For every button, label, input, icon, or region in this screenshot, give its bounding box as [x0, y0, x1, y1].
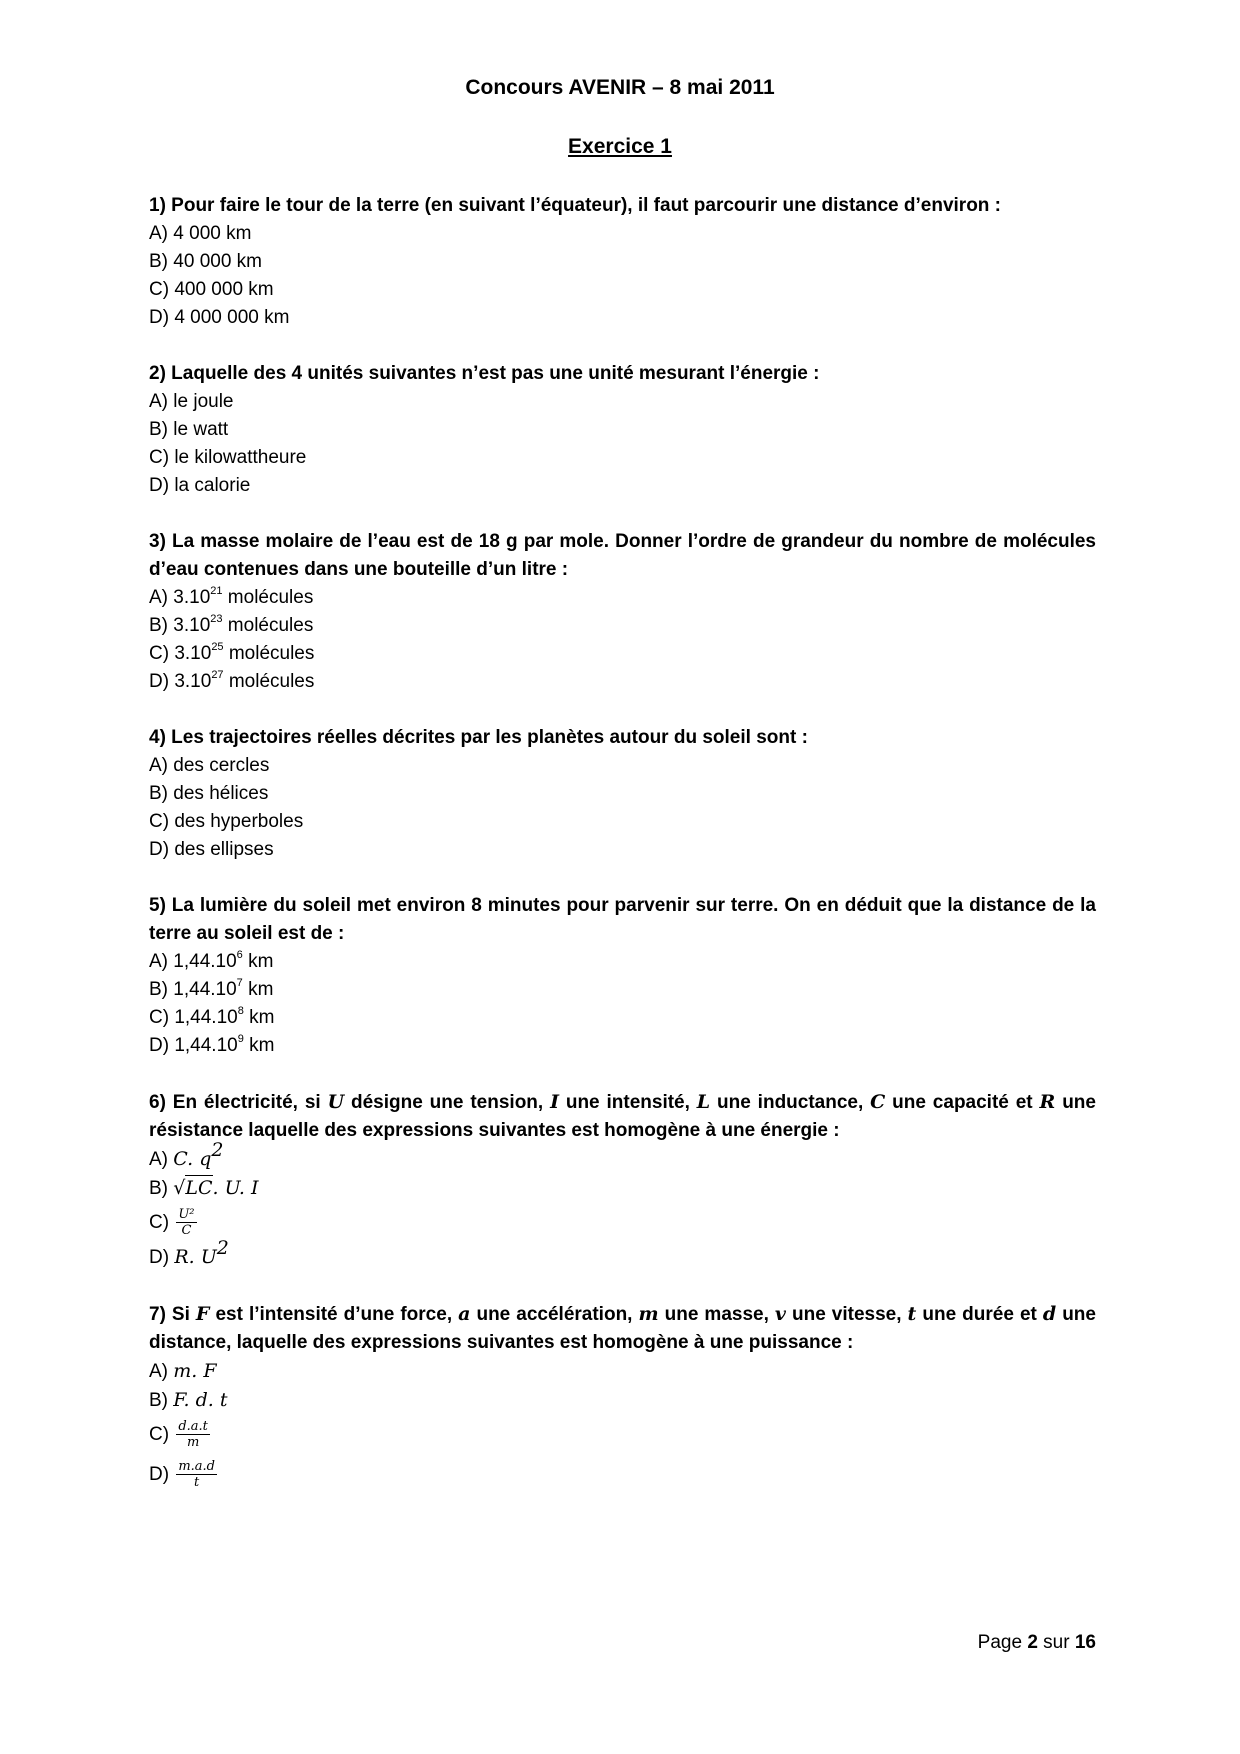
question-3 — [149, 528, 1096, 696]
fraction: $\frac{d.a.t}{m}$ — [178, 1419, 208, 1451]
question-6 — [149, 1088, 1096, 1272]
question-7 — [149, 1300, 1096, 1495]
question-4-text: 4) Les trajectoires réelles décrites par les planètes autour du soleil sont : — [149, 727, 808, 748]
question-5 — [149, 892, 1096, 1060]
exercise-title: Exercice 1 — [568, 135, 672, 158]
question-1-option-c: C) 400 000 km — [149, 279, 274, 300]
question-6-text: 6) En électricité, si U désigne une tension, I une intensité, L une inductance, C une capacité et R une résistance laquelle des expressions suivantes est homogène à une énergie : — [149, 1091, 1096, 1141]
question-3-text: 3) La masse molaire de l’eau est de 18 g par mole. Donner l’ordre de grandeur du nombre de molécules d’eau contenues dans une bouteille d’un litre : — [149, 531, 1096, 580]
question-6-option-c: C) $\frac{\text{U²}}{C}$ — [149, 1207, 195, 1239]
question-1-text: 1) Pour faire le tour de la terre (en suivant l’équateur), il faut parcourir une distance d’environ : — [149, 195, 1002, 216]
question-1-option-d: D) 4 000 000 km — [149, 307, 290, 328]
question-1-option-a: A) 4 000 km — [149, 223, 252, 244]
question-4-option-b: B) des hélices — [149, 783, 269, 804]
document-title: Concours AVENIR – 8 mai 2011 — [465, 76, 775, 99]
question-2-option-a: A) le joule — [149, 391, 234, 412]
question-6-option-b: B) √LC. U. I — [149, 1174, 1096, 1203]
question-1-option-b: B) 40 000 km — [149, 251, 262, 272]
fraction: $\frac{\text{U²}}{C}$ — [178, 1207, 195, 1239]
question-5-text: 5) La lumière du soleil met environ 8 minutes pour parvenir sur terre. On en déduit que la distance de la terre au soleil est de : — [149, 895, 1096, 944]
question-6-option-a: A) C. $q^2$ — [149, 1138, 224, 1170]
question-3-option-c: C) 3.10$^{25}$ molécules — [149, 640, 315, 664]
question-2-option-b: B) le watt — [149, 419, 229, 440]
question-4-option-a: A) des cercles — [149, 755, 270, 776]
question-6-option-d: D) R. $U^2$ — [149, 1236, 229, 1268]
question-5-option-d: D) 1,44.10$^9$ km — [149, 1032, 275, 1056]
question-3-option-a: A) 3.10$^{21}$ molécules — [149, 584, 314, 608]
question-3-option-b: B) 3.10$^{23}$ molécules — [149, 612, 314, 636]
question-5-option-b: B) 1,44.10$^7$ km — [149, 976, 274, 1000]
page-number: Page 2 sur 16 — [977, 1632, 1096, 1653]
question-7-text: 7) Si F est l’intensité d’une force, a une accélération, m une masse, v une vitesse, t une durée et d une distance, laquelle des expressions suivantes est homogène à une puissance : — [149, 1303, 1096, 1353]
question-4-option-d: D) des ellipses — [149, 839, 274, 860]
question-4 — [149, 724, 1096, 864]
questions-content — [149, 192, 1096, 1523]
question-2-option-d: D) la calorie — [149, 475, 251, 496]
question-7-option-a: A) m. F — [149, 1360, 217, 1382]
question-7-option-c: C) $\frac{d.a.t}{m}$ — [149, 1419, 208, 1451]
question-3-option-d: D) 3.10$^{27}$ molécules — [149, 668, 315, 692]
question-7-option-d: D) $\frac{m.a.d}{t}$ — [149, 1459, 215, 1491]
question-4-option-c: C) des hyperboles — [149, 811, 304, 832]
question-1 — [149, 192, 1096, 332]
question-2 — [149, 360, 1096, 500]
question-2-text: 2) Laquelle des 4 unités suivantes n’est pas une unité mesurant l’énergie : — [149, 363, 820, 384]
fraction: $\frac{m.a.d}{t}$ — [178, 1459, 215, 1491]
question-2-option-c: C) le kilowattheure — [149, 447, 307, 468]
sqrt-symbol: √LC — [173, 1177, 213, 1199]
question-5-option-c: C) 1,44.10$^8$ km — [149, 1004, 275, 1028]
question-5-option-a: A) 1,44.10$^6$ km — [149, 948, 274, 972]
question-7-option-b: B) F. d. t — [149, 1389, 228, 1411]
